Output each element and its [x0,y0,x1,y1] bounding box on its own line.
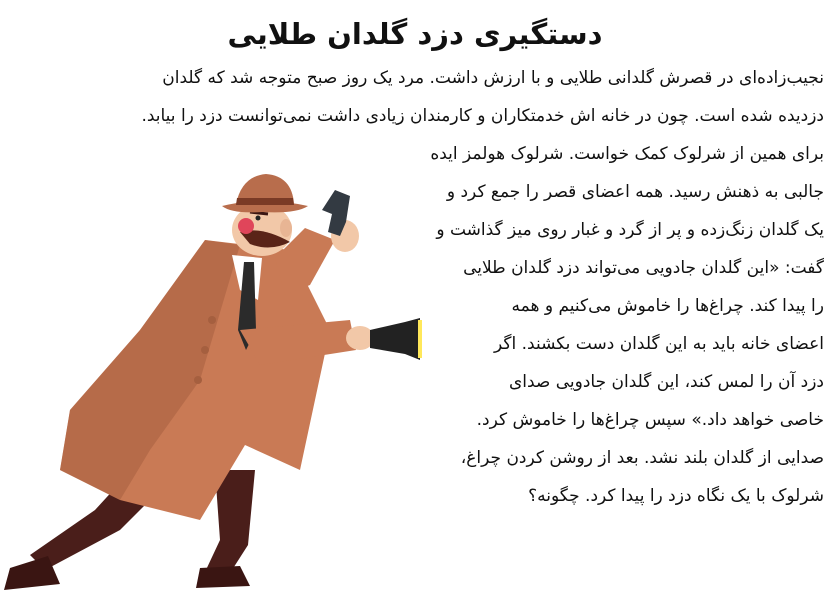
flashlight-hand [346,326,374,350]
nose [238,218,254,234]
coat-button [208,316,216,324]
flashlight [370,318,420,360]
coat-button [194,376,202,384]
ear [280,219,292,237]
back-shoe [196,566,250,588]
article-line: خاصی خواهد داد.» سپس چراغ‌ها را خاموش کرد. [476,410,824,430]
article-line: شرلوک با یک نگاه دزد را پیدا کرد. چگونه؟ [528,486,824,506]
article-line: دزد آن را لمس کند، این گلدان جادویی صدای [508,372,824,392]
article-line: گفت: «این گلدان جادویی می‌تواند دزد گلدان طلایی [463,258,824,278]
article-line: برای همین از شرلوک کمک خواست. شرلوک هولمز ایده [430,144,824,164]
article-line: دزدیده شده است. چون در خانه اش خدمتکاران و کارمندان زیادی داشت نمی‌توانست دزد را بیابد. [141,106,824,126]
eye [256,216,261,221]
flashlight-beam [418,320,422,358]
article-line: اعضای خانه باید به این گلدان دست بکشند. اگر [494,334,824,354]
article-line: را پیدا کند. چراغ‌ها را خاموش می‌کنیم و همه [511,296,824,316]
coat-button [201,346,209,354]
article-title: دستگیری دزد گلدان طلایی [227,17,603,51]
hat-band [236,198,294,205]
article-line: یک گلدان زنگ‌زده و پر از گرد و غبار روی میز گذاشت و [436,220,824,240]
article-line: صدایی از گلدان بلند نشد. بعد از روشن کردن چراغ، [460,448,824,468]
detective-illustration [0,150,470,596]
article-line: نجیب‌زاده‌ای در قصرش گلدانی طلایی و با ارزش داشت. مرد یک روز صبح متوجه شد که گلدان [162,68,824,88]
article-line: جالبی به ذهنش رسید. همه اعضای قصر را جمع کرد و [446,182,824,202]
